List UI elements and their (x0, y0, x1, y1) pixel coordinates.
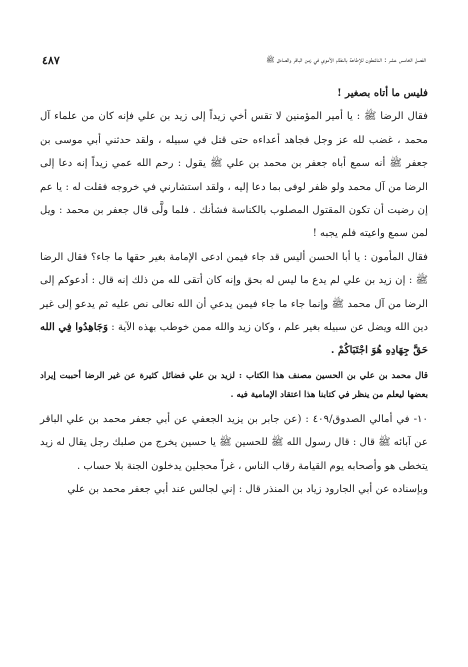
quran-verse: وَجَاهِدُوا فِي الله حَقَّ جِهَادِهِ هُوَ اجْتَبَاكُمْ . (40, 321, 428, 357)
paragraph-2: فقال الرضا ﷺ : يا أمير المؤمنين لا تقس أخي زيداً إلى زيد بن علي فإنه كان من علماء آل محمد ، غضب لله عز وجل فجاهد أعداءه حتى قتل في سبيله ، ولقد حدثني أبي موسى بن جعفر ﷺ أنه سمع أباه جعفر بن محمد بن علي ﷺ يقول : رحم الله عمي زيداً إنه دعا إلى الرضا من آل محمد ولو ظفر لوفى بما دعا إليه ، ولقد استشارني في خروجه فقلت له : يا عم إن رضيت أن تكون المقتول المصلوب بالكناسة فشأنك . فلما ولَّى قال جعفر بن محمد : ويل لمن سمع واعيته فلم يجبه ! (40, 111, 428, 240)
paragraph-5: وبإسناده عن أبي الجارود زياد بن المنذر قال : إني لجالس عند أبي جعفر محمد بن علي (67, 484, 428, 496)
paragraph-3-text: فقال المأمون : يا أبا الحسن أليس قد جاء فيمن ادعى الإمامة بغير حقها ما جاء؟ فقال الرضا ﷺ : إن زيد بن علي لم يدع ما ليس له بحق وإنه كان أتقى لله من ذلك إنه قال : أدعوكم إلى الرضا من آل محمد ﷺ وإنما جاء ما جاء فيمن يدعي أن الله تعالى نص عليه ثم يدعو إلى غير دين الله ويضل عن سبيله بغير علم ، وكان زيد والله ممن خوطب بهذه الآية : (40, 251, 428, 334)
paragraph-1: فليس ما أتاه بصغير ! (337, 87, 428, 99)
page-header (42, 52, 426, 68)
chapter-title: الفصل الخامس عشر : الناشطون للإطاحة بالنظام الأموي في زمن الباقر والصادق ﷺ (266, 55, 426, 64)
page-number: ٤٨٧ (42, 53, 60, 67)
author-note: قال محمد بن علي بن الحسين مصنف هذا الكتاب : لزيد بن علي فضائل كثيرة عن غير الرضا أحببت إيراد بعضها ليعلم من ينظر في كتابنا هذا اعتقاد الإمامية فيه . (40, 370, 428, 401)
paragraph-3 (40, 246, 428, 363)
paragraph-4: ١٠- في أمالي الصدوق/٤٠٩ : (عن جابر بن يزيد الجعفي عن أبي جعفر محمد بن علي الباقر عن آبائه ﷺ قال : قال رسول الله ﷺ للحسين ﷺ يا حسين يخرج من صلبك رجل يقال له زيد يتخطى هو وأصحابه يوم القيامة رقاب الناس ، غراً محجلين يدخلون الجنة بلا حساب . (40, 413, 428, 472)
page-body (40, 82, 428, 647)
